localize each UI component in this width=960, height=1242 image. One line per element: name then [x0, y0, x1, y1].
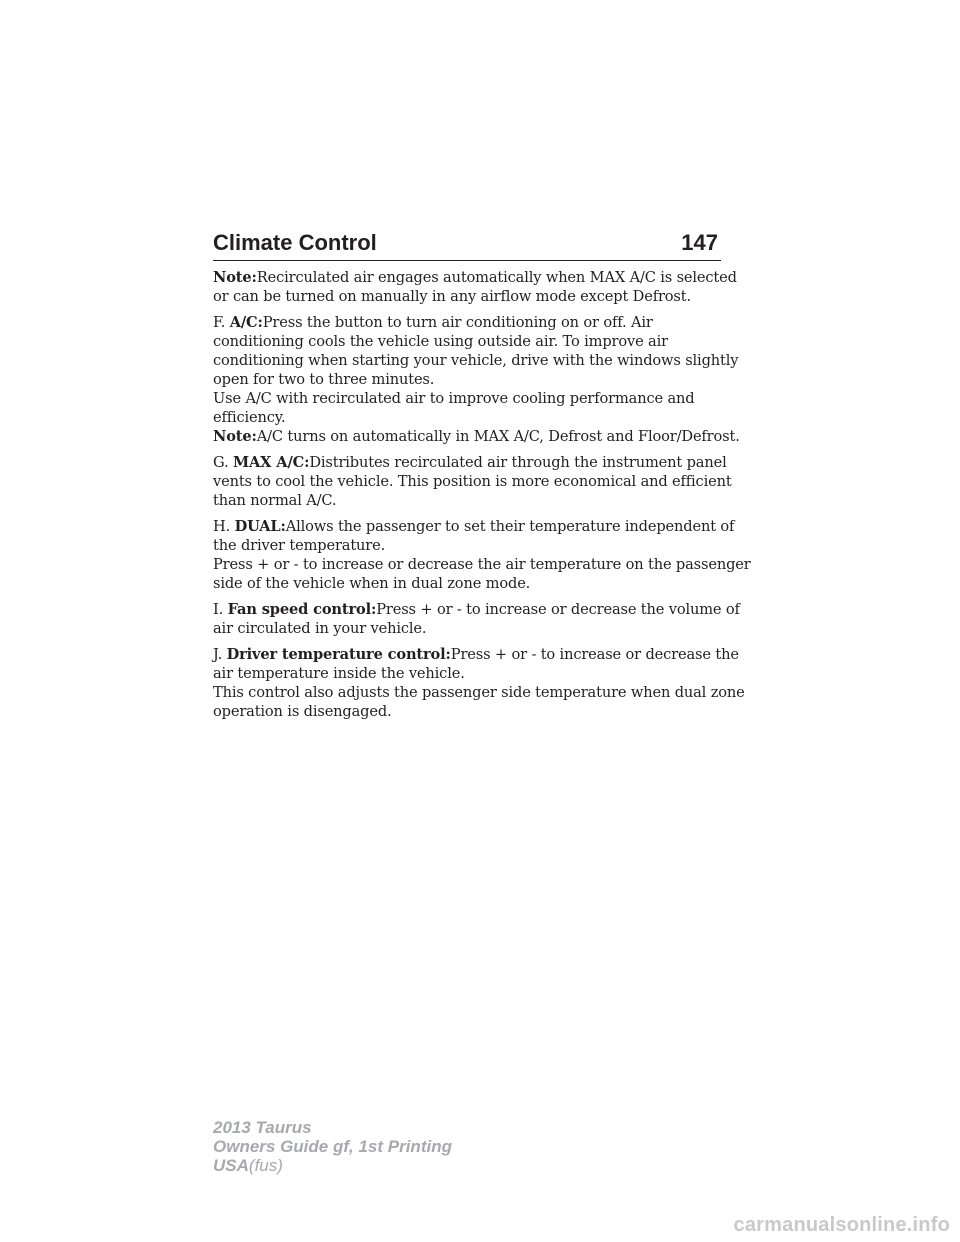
- item-text: vents to cool the vehicle. This position is more economical and efficient: [213, 473, 732, 490]
- item-text: Allows the passenger to set their temperature independent of: [285, 518, 735, 535]
- item-letter: F.: [213, 314, 226, 331]
- item-text: Use A/C with recirculated air to improve cooling performance and: [213, 390, 695, 407]
- item-text: open for two to three minutes.: [213, 371, 435, 388]
- item-text: air temperature inside the vehicle.: [213, 665, 465, 682]
- item-text: efficiency.: [213, 409, 286, 426]
- footer-region-code: (fus): [248, 1156, 283, 1175]
- footer-region: USA(fus): [213, 1156, 283, 1175]
- note-label: Note:: [213, 269, 257, 286]
- item-text: air circulated in your vehicle.: [213, 620, 427, 637]
- item-g-max-ac: [213, 453, 732, 510]
- item-text: Press + or - to increase or decrease the volume of: [376, 601, 740, 618]
- item-label: Fan speed control:: [227, 601, 377, 618]
- item-f-ac: [213, 313, 739, 427]
- footer-model: 2013 Taurus: [213, 1118, 312, 1137]
- item-text: side of the vehicle when in dual zone mode.: [213, 575, 531, 592]
- watermark: carmanualsonline.info: [733, 1214, 950, 1236]
- item-letter: I.: [213, 601, 224, 618]
- note-label: Note:: [213, 428, 257, 445]
- item-label: DUAL:: [234, 518, 286, 535]
- print-footer: [213, 1118, 452, 1175]
- section-title: Climate Control: [213, 230, 377, 255]
- note-text: A/C turns on automatically in MAX A/C, Defrost and Floor/Defrost.: [256, 428, 740, 445]
- item-text: than normal A/C.: [213, 492, 337, 509]
- item-letter: J.: [213, 646, 223, 663]
- item-h-dual: [213, 517, 751, 593]
- item-text: Distributes recirculated air through the instrument panel: [309, 454, 727, 471]
- item-text: Press the button to turn air conditioning on or off. Air: [262, 314, 653, 331]
- item-text: Press + or - to increase or decrease the air temperature on the passenger: [213, 556, 751, 573]
- page-number: 147: [681, 230, 718, 255]
- item-label: MAX A/C:: [232, 454, 310, 471]
- item-j-driver-temp: [213, 645, 745, 721]
- page-header: [213, 226, 721, 261]
- item-label: Driver temperature control:: [226, 646, 451, 663]
- page-content: [213, 268, 751, 728]
- note-ac-auto: [213, 427, 740, 446]
- note-text: or can be turned on manually in any airflow mode except Defrost.: [213, 288, 691, 305]
- note-text: Recirculated air engages automatically when MAX A/C is selected: [256, 269, 737, 286]
- item-text: conditioning when starting your vehicle, drive with the windows slightly: [213, 352, 739, 369]
- item-text: Press + or - to increase or decrease the: [450, 646, 739, 663]
- item-text: conditioning cools the vehicle using outside air. To improve air: [213, 333, 668, 350]
- item-label: A/C:: [229, 314, 263, 331]
- footer-guide: Owners Guide gf, 1st Printing: [213, 1137, 452, 1156]
- item-text: the driver temperature.: [213, 537, 386, 554]
- item-i-fan-speed: [213, 600, 740, 638]
- item-text: This control also adjusts the passenger side temperature when dual zone: [213, 684, 745, 701]
- note-recirculated-air: [213, 268, 737, 306]
- item-text: operation is disengaged.: [213, 703, 392, 720]
- item-letter: H.: [213, 518, 231, 535]
- item-letter: G.: [213, 454, 229, 471]
